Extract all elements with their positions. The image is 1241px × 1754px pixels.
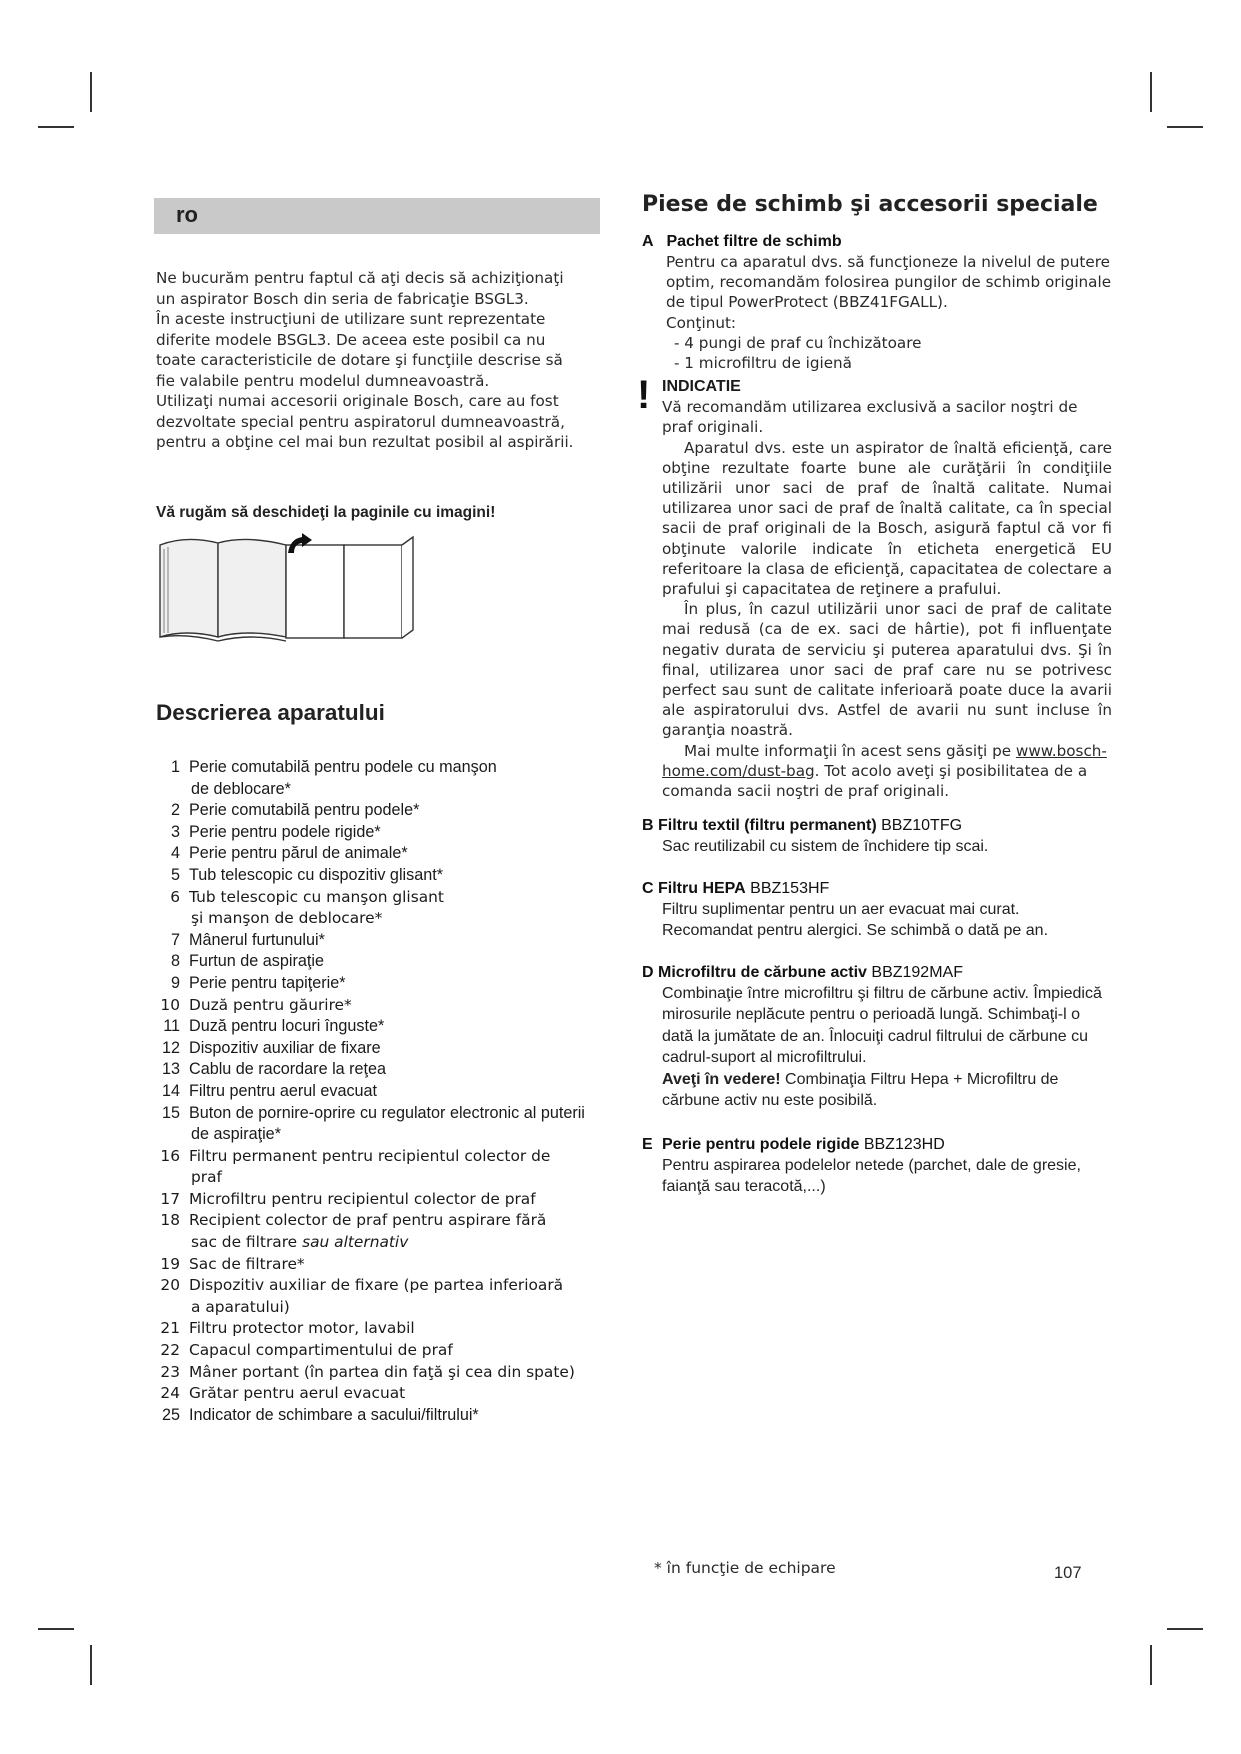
note-section xyxy=(637,373,1112,801)
item-text: Cablu de racordare la reţea xyxy=(189,1060,387,1079)
parts-list-item xyxy=(156,1405,616,1427)
item-number: 14 xyxy=(161,1081,180,1100)
crop-mark xyxy=(1167,126,1203,128)
item-text: Buton de pornire-oprire cu regulator electronic al puterii xyxy=(189,1103,585,1122)
content-item: - 4 pungi de praf cu închizătoare xyxy=(674,333,922,352)
intro-line: fie valabile pentru modelul dumneavoastră. xyxy=(156,371,490,390)
product-code: BBZ123HD xyxy=(863,1135,945,1153)
item-number: 7 xyxy=(170,930,180,949)
section-letter: A xyxy=(642,233,654,250)
parts-list-item xyxy=(156,800,616,822)
item-text: Perie pentru tapiţerie* xyxy=(189,973,346,992)
section-letter: D xyxy=(642,963,654,981)
section-body: Sac reutilizabil cu sistem de închidere tip scai. xyxy=(662,838,989,856)
section-b xyxy=(642,815,1112,858)
item-number: 25 xyxy=(161,1405,180,1424)
section-body: Combinaţie între microfiltru şi filtru de cărbune activ. Împiedică mirosurile neplăcute pentru o perioadă lungă. Schimbaţi-l o dată la jumătate de an. Înlocuiţi cadrul filtrului de cărbune cu cadrul-suport al microfiltrului. xyxy=(662,984,1102,1067)
parts-list-item xyxy=(156,843,616,865)
item-number: 5 xyxy=(170,865,180,884)
item-text: Perie comutabilă pentru podele cu manşon xyxy=(189,758,497,776)
section-title: Perie pentru podele rigide xyxy=(662,1135,860,1153)
item-number: 23 xyxy=(160,1362,180,1381)
item-text-continuation: a aparatului) xyxy=(191,1297,290,1316)
section-letter: E xyxy=(642,1135,653,1153)
item-text: Filtru pentru aerul evacuat xyxy=(189,1081,378,1100)
section-title: Filtru textil (filtru permanent) xyxy=(658,817,877,835)
parts-list-item xyxy=(156,1383,616,1405)
section-letter: C xyxy=(642,879,654,897)
parts-list-item xyxy=(156,1038,616,1060)
parts-list-item xyxy=(156,1146,616,1189)
item-text: Furtun de aspiraţie xyxy=(189,952,324,971)
intro-line: Ne bucurăm pentru faptul că aţi decis să achiziţionaţi xyxy=(156,269,564,287)
parts-list-item xyxy=(156,1340,616,1362)
parts-list-item xyxy=(156,1189,616,1211)
item-number: 17 xyxy=(160,1189,180,1208)
note-paragraph: În plus, în cazul utilizării unor saci de praf de calitate mai redusă (ca de ex. saci de hârtie), pot fi influenţate negativ durata de serviciu şi puterea aparatului dvs. Şi în final, utilizarea unor saci de praf care nu se potrivesc perfect sau sunt de calitate inferioară poate duce la avarii ale aspiratorului dvs. Astfel de avarii nu sunt incluse în garanţia noastră. xyxy=(662,600,1112,740)
item-number: 8 xyxy=(170,952,180,971)
item-text: Filtru protector motor, lavabil xyxy=(189,1319,415,1338)
description-title: Descrierea aparatului xyxy=(156,700,385,725)
item-number: 11 xyxy=(163,1017,180,1036)
item-number: 2 xyxy=(170,801,180,820)
item-text: Tub telescopic cu dispozitiv glisant* xyxy=(189,865,444,884)
parts-list-item xyxy=(156,951,616,973)
section-a xyxy=(642,231,1112,373)
parts-list xyxy=(156,757,616,1426)
crop-mark xyxy=(1150,72,1152,112)
crop-mark xyxy=(90,72,92,112)
item-number: 22 xyxy=(160,1341,180,1360)
item-number: 12 xyxy=(161,1038,180,1057)
intro-text xyxy=(156,268,606,453)
item-number: 15 xyxy=(161,1103,180,1122)
item-number: 24 xyxy=(160,1384,180,1403)
item-text-italic: sau alternativ xyxy=(302,1233,409,1252)
section-d xyxy=(642,962,1112,1112)
item-text-continuation: de deblocare* xyxy=(191,779,291,798)
item-text: Perie pentru podele rigide* xyxy=(189,822,381,841)
crop-mark xyxy=(38,126,74,128)
item-number: 3 xyxy=(170,822,180,841)
note-title: INDICATIE xyxy=(662,378,741,396)
item-number: 6 xyxy=(170,887,180,906)
crop-mark xyxy=(90,1645,92,1685)
item-number: 21 xyxy=(160,1319,180,1338)
parts-list-item xyxy=(156,1275,616,1318)
section-body: Pentru aspirarea podelelor netede (parchet, dale de gresie, faianţă sau teracotă,...) xyxy=(662,1156,1081,1196)
dust-bag-link[interactable]: www.bosch-home.com/dust-bag xyxy=(662,741,1107,780)
parts-list-item xyxy=(156,822,616,844)
item-text: Duză pentru locuri înguste* xyxy=(189,1017,385,1036)
parts-list-item xyxy=(156,995,616,1017)
open-pages-note: Vă rugăm să deschideţi la paginile cu imagini! xyxy=(156,504,496,521)
intro-line: Utilizaţi numai accesorii originale Bosch, care au fost xyxy=(156,392,559,410)
item-text-continuation: sac de filtrare xyxy=(191,1233,298,1252)
parts-list-item xyxy=(156,1362,616,1384)
parts-list-item xyxy=(156,973,616,995)
note-paragraph: Vă recomandăm utilizarea exclusivă a sacilor noştri de praf originali. xyxy=(662,398,1078,437)
item-text: Recipient colector de praf pentru aspirare fără xyxy=(189,1211,547,1230)
section-title: Pachet filtre de schimb xyxy=(666,233,842,250)
item-text: Duză pentru găurire* xyxy=(189,995,352,1014)
item-number: 9 xyxy=(170,973,180,992)
parts-list-item xyxy=(156,887,616,930)
unfold-pages-illustration xyxy=(156,533,426,648)
section-title: Filtru HEPA xyxy=(658,879,746,897)
section-title: Microfiltru de cărbune activ xyxy=(658,963,867,981)
item-number: 10 xyxy=(160,995,180,1014)
parts-list-item xyxy=(156,865,616,887)
parts-list-item xyxy=(156,1059,616,1081)
section-warning xyxy=(642,1069,1112,1112)
item-text: Perie pentru părul de animale* xyxy=(189,844,408,863)
item-text: Filtru permanent pentru recipientul colector de xyxy=(189,1146,551,1165)
parts-list-item xyxy=(156,1210,616,1253)
crop-mark xyxy=(1167,1628,1203,1630)
item-text-continuation: şi manşon de deblocare* xyxy=(191,909,383,928)
language-bar xyxy=(154,198,600,234)
footnote: * în funcţie de echipare xyxy=(654,1559,836,1577)
item-text: Indicator de schimbare a sacului/filtrului* xyxy=(189,1405,479,1424)
intro-line: În aceste instrucţiuni de utilizare sunt reprezentate xyxy=(156,310,546,328)
parts-list-item xyxy=(156,757,616,800)
parts-list-item xyxy=(156,1318,616,1340)
note-paragraph: Aparatul dvs. este un aspirator de înaltă eficienţă, care obţine rezultate foarte bune ale curăţării în condiţiile utilizării unor saci de praf de înaltă calitate. Numai utilizarea unor saci de praf de înaltă calitate, ca în special sacii de praf originali de la Bosch, asigură faptul că vor fi obţinute valorile indicate în eticheta energetică EU referitoare la clasa de eficienţă, capacitatea de colectare a prafului şi capacitatea de reţinere a prafului. xyxy=(662,438,1112,599)
right-column xyxy=(637,192,1112,1212)
intro-line: toate caracteristicile de dotare şi funcţiile descrise să xyxy=(156,351,563,369)
content-item: - 1 microfiltru de igienă xyxy=(674,354,852,373)
parts-list-item xyxy=(156,1081,616,1103)
item-text-continuation: de aspiraţie* xyxy=(191,1125,281,1144)
item-number: 20 xyxy=(160,1276,180,1295)
product-code: BBZ153HF xyxy=(750,879,830,897)
product-code: BBZ192MAF xyxy=(871,963,963,981)
section-body: Pentru ca aparatul dvs. să funcţioneze la nivelul de putere optim, recomandăm folosirea pungilor de schimb originale de tipul PowerProtect (BBZ41FGALL). xyxy=(666,253,1112,312)
parts-list-item xyxy=(156,1103,616,1146)
more-info-text: . Tot acolo aveţi şi posibilitatea de a comanda sacii noştri de praf originali. xyxy=(662,761,1088,801)
item-text: Grătar pentru aerul evacuat xyxy=(189,1384,406,1403)
parts-list-item xyxy=(156,1016,616,1038)
intro-line: un aspirator Bosch din seria de fabricaţie BSGL3. xyxy=(156,289,529,308)
crop-mark xyxy=(1150,1645,1152,1685)
warning-label: Aveţi în vedere! xyxy=(662,1070,781,1088)
section-letter: B xyxy=(642,817,654,835)
item-number: 1 xyxy=(170,758,180,776)
crop-mark xyxy=(38,1628,74,1630)
warning-text: Combinaţia Filtru Hepa + Microfiltru de cărbune activ nu este posibilă. xyxy=(662,1070,1059,1110)
item-text: Perie comutabilă pentru podele* xyxy=(189,801,420,820)
note-paragraph xyxy=(642,741,1112,802)
parts-list-item xyxy=(156,930,616,952)
item-number: 13 xyxy=(161,1060,180,1079)
item-text: Capacul compartimentului de praf xyxy=(189,1341,453,1360)
section-e xyxy=(642,1134,1112,1198)
section-body: Filtru suplimentar pentru un aer evacuat mai curat. Recomandat pentru alergici. Se schimbă o dată pe an. xyxy=(662,900,1049,940)
item-text: Dispozitiv auxiliar de fixare (pe partea inferioară xyxy=(189,1276,564,1295)
item-number: 19 xyxy=(160,1254,180,1273)
item-number: 18 xyxy=(160,1211,180,1230)
product-code: BBZ10TFG xyxy=(881,817,963,835)
content-label: Conţinut: xyxy=(666,313,737,332)
intro-line: dezvoltate special pentru aspiratorul dumneavoastră, xyxy=(156,412,565,431)
page-number: 107 xyxy=(1054,1564,1082,1582)
intro-line: diferite modele BSGL3. De aceea este posibil ca nu xyxy=(156,330,546,349)
spare-parts-title: Piese de schimb şi accesorii speciale xyxy=(642,192,1098,217)
section-c xyxy=(642,878,1112,942)
item-text: Tub telescopic cu manşon glisant xyxy=(189,887,444,906)
warning-icon: ! xyxy=(637,373,651,418)
item-text: Mâner portant (în partea din faţă şi cea din spate) xyxy=(189,1362,575,1381)
item-text-continuation: praf xyxy=(191,1168,222,1187)
parts-list-item xyxy=(156,1254,616,1276)
intro-line: pentru a obţine cel mai bun rezultat posibil al aspirării. xyxy=(156,433,574,451)
item-number: 4 xyxy=(170,844,180,863)
item-text: Microfiltru pentru recipientul colector de praf xyxy=(189,1189,536,1208)
item-text: Mânerul furtunului* xyxy=(189,930,325,949)
language-code: ro xyxy=(176,202,198,227)
more-info-text: Mai multe informaţii în acest sens găsiţi pe xyxy=(684,741,1012,760)
item-number: 16 xyxy=(160,1146,180,1165)
item-text: Dispozitiv auxiliar de fixare xyxy=(189,1038,381,1057)
item-text: Sac de filtrare* xyxy=(189,1254,305,1273)
